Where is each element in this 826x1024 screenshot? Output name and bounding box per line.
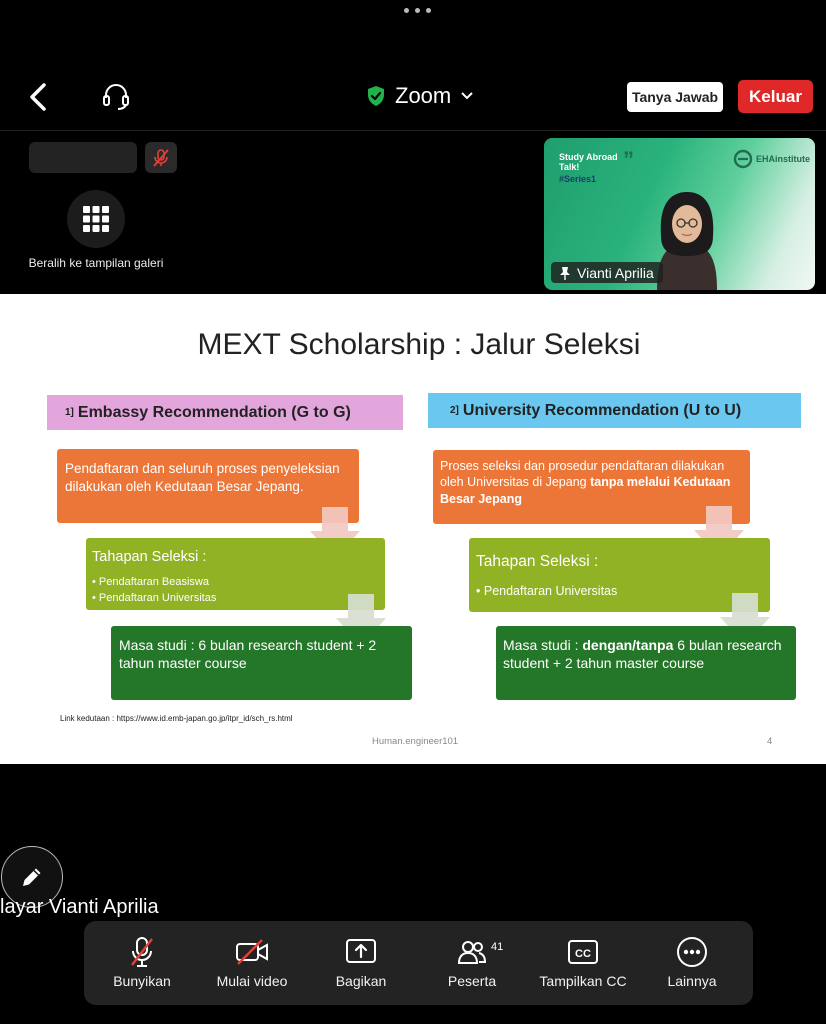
- grid-icon: [82, 205, 110, 233]
- slide-page-number: 4: [767, 736, 773, 747]
- slide-footer: Human.engineer101: [372, 736, 459, 747]
- captions-button[interactable]: CC Tampilkan CC: [525, 935, 641, 989]
- shield-check-icon: [366, 85, 386, 107]
- chevron-down-icon: [460, 91, 474, 101]
- gallery-view-button[interactable]: [67, 190, 125, 248]
- participants-count: 41: [491, 941, 504, 953]
- embassy-duration-box: Masa studi : 6 bulan research student + 2 tahun master course: [111, 626, 412, 700]
- stage-item: • Pendaftaran Beasiswa: [92, 575, 379, 591]
- more-icon: [676, 936, 708, 968]
- participants-button[interactable]: 41 Peserta: [447, 941, 504, 989]
- unmute-button[interactable]: Bunyikan: [84, 935, 200, 989]
- screen-share-label: layar Vianti Aprilia: [0, 896, 159, 918]
- banner-series: #Series1: [559, 174, 597, 184]
- eha-logo-icon: [733, 149, 753, 169]
- university-stages-box: Tahapan Seleksi : • Pendaftaran Universitas: [469, 538, 770, 612]
- start-video-button[interactable]: Mulai video: [194, 935, 310, 989]
- embassy-stages-box: Tahapan Seleksi : • Pendaftaran Beasiswa • Pendaftaran Universitas: [86, 538, 385, 610]
- shared-screen-slide: [0, 294, 826, 764]
- stage-item: • Pendaftaran Universitas: [476, 582, 764, 600]
- speaker-video-thumbnail[interactable]: [544, 138, 815, 290]
- qa-button[interactable]: Tanya Jawab: [627, 82, 723, 112]
- meeting-toolbar: [84, 921, 753, 1005]
- mic-muted-indicator: [145, 142, 177, 173]
- leave-button[interactable]: Keluar: [738, 80, 813, 113]
- stage-item: • Pendaftaran Universitas: [92, 591, 379, 607]
- pin-icon: [559, 266, 571, 280]
- meeting-title: Zoom: [395, 83, 452, 108]
- svg-text:CC: CC: [575, 948, 591, 960]
- mic-off-icon: [151, 148, 171, 168]
- quote-mark-icon: ”: [623, 147, 634, 172]
- pencil-icon: [19, 864, 45, 890]
- audio-headset-icon[interactable]: [100, 80, 132, 112]
- university-header: 2] University Recommendation (U to U): [428, 393, 801, 428]
- meeting-title-dropdown[interactable]: [366, 83, 474, 109]
- cc-icon: [567, 939, 599, 965]
- video-off-icon: [235, 938, 269, 966]
- embassy-process-box: Pendaftaran dan seluruh proses penyeleksian dilakukan oleh Kedutaan Besar Jepang.: [57, 449, 359, 523]
- more-button[interactable]: Lainnya: [634, 935, 750, 989]
- share-button[interactable]: Bagikan: [303, 935, 419, 989]
- meeting-top-bar: [0, 70, 826, 126]
- embassy-header: 1] Embassy Recommendation (G to G): [47, 395, 403, 430]
- slide-title: MEXT Scholarship : Jalur Seleksi: [197, 328, 641, 361]
- share-screen-icon: [345, 938, 377, 966]
- more-options-dots[interactable]: [404, 8, 431, 13]
- speaker-name-tag: Vianti Aprilia: [551, 262, 663, 283]
- gallery-view-label: Beralih ke tampilan galeri: [28, 256, 164, 270]
- header-divider: [0, 130, 826, 131]
- eha-institute-logo: EHAinstitute: [733, 149, 810, 169]
- embassy-link-text: Link kedutaan : https://www.id.emb-japan.go.jp/itpr_id/sch_rs.html: [60, 714, 293, 723]
- mic-off-icon: [128, 936, 156, 968]
- participants-icon: [457, 939, 487, 965]
- university-duration-box: Masa studi : dengan/tanpa 6 bulan research student + 2 tahun master course: [496, 626, 796, 700]
- back-arrow-icon[interactable]: [24, 80, 54, 114]
- self-name-pill: [29, 142, 137, 173]
- university-process-box: Proses seleksi dan prosedur pendaftaran dilakukan oleh Universitas di Jepang tanpa melalui Kedutaan Besar Jepang: [433, 450, 750, 524]
- banner-title: Study Abroad Talk!: [559, 152, 618, 172]
